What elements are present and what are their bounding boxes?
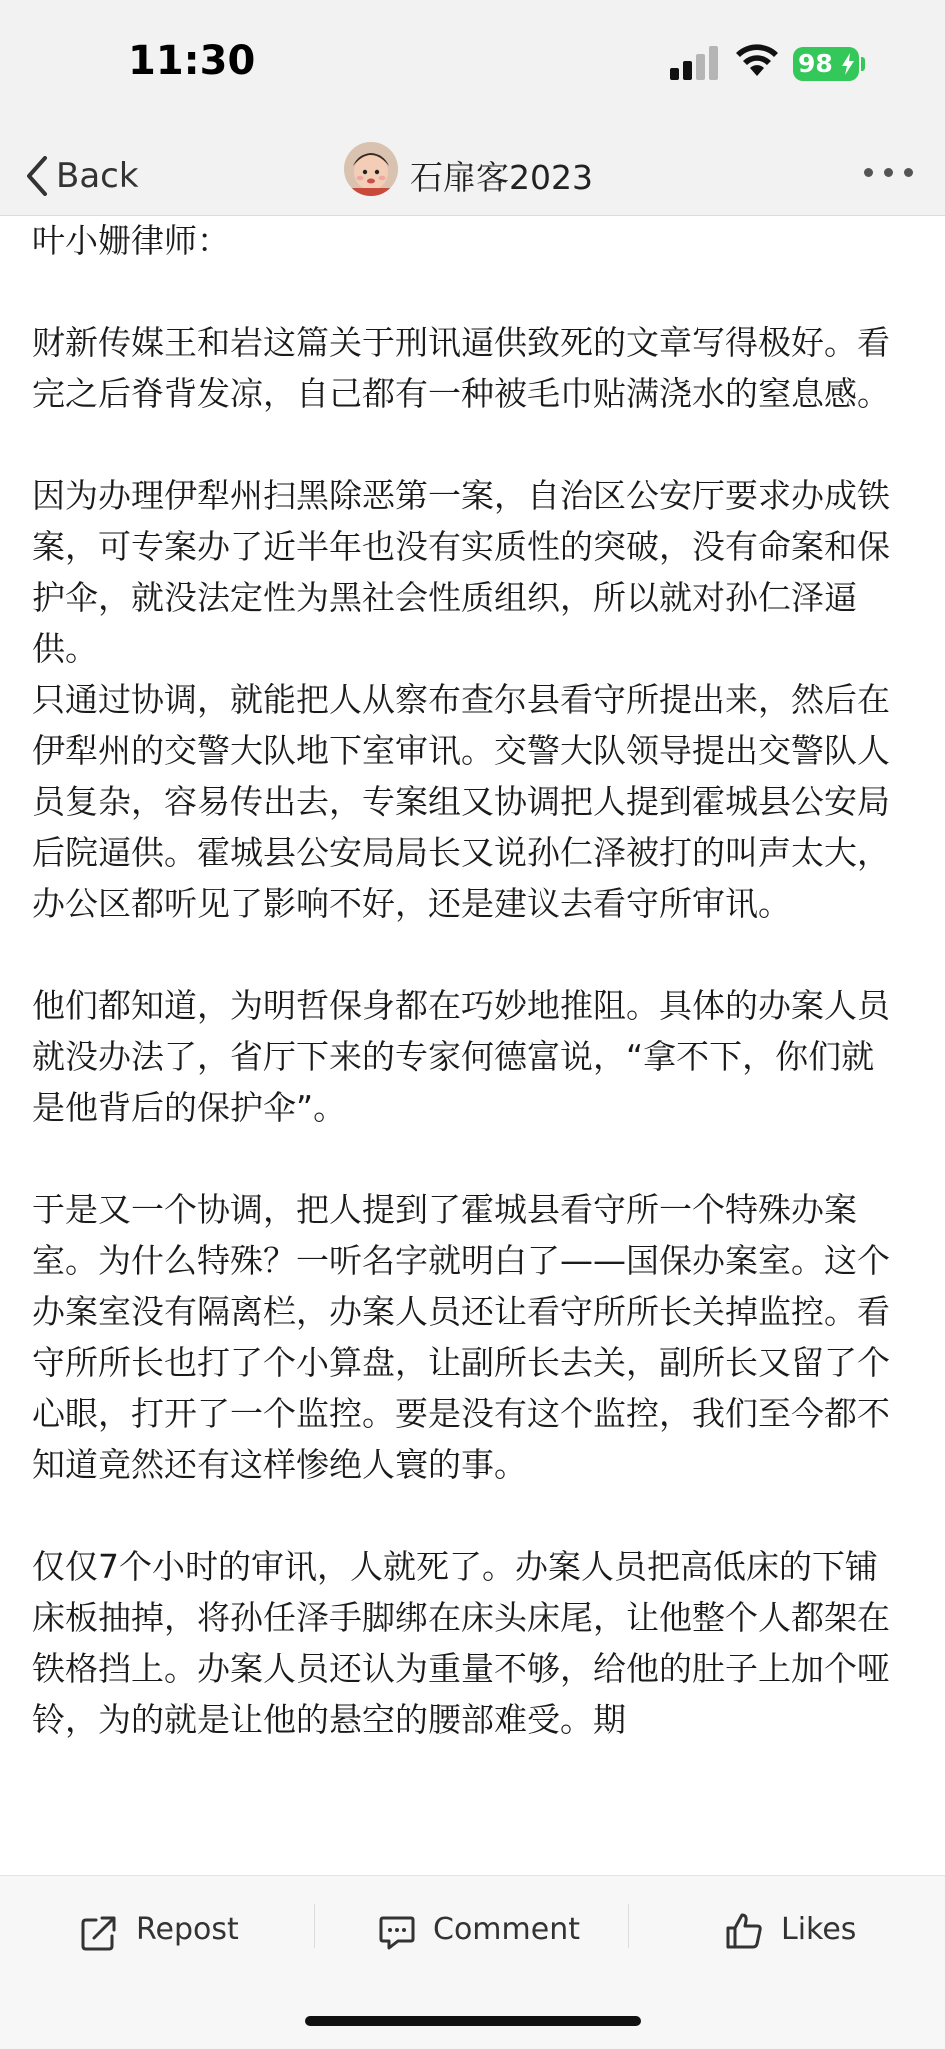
comment-icon (378, 1914, 416, 1952)
battery-level: 98 (798, 49, 833, 78)
like-icon (725, 1912, 763, 1950)
post-paragraph: 因为办理伊犁州扫黑除恶第一案，自治区公安厅要求办成铁案，可专案办了近半年也没有实质性的突破，没有命案和保护伞，就没法定性为黑社会性质组织，所以就对孙仁泽逼供。 (32, 476, 890, 668)
post-paragraph: 只通过协调，就能把人从察布查尔县看守所提出来，然后在伊犁州的交警大队地下室审讯。交警大队领导提出交警队人员复杂，容易传出去，专案组又协调把人提到霍城县公安局后院逼供。霍城县公安局局长又说孙仁泽被打的叫声太大，办公区都听见了影响不好，还是建议去看守所审讯。 (32, 680, 890, 923)
avatar-image (344, 142, 398, 196)
more-button[interactable] (860, 150, 920, 190)
post-paragraph: 于是又一个协调，把人提到了霍城县看守所一个特殊办案室。为什么特殊？一听名字就明白了——国保办案室。这个办案室没有隔离栏，办案人员还让看守所所长关掉监控。看守所所长也打了个小算盘，让副所长去关，副所长又留了个心眼，打开了一个监控。要是没有这个监控，我们至今都不知道竟然还有这样惨绝人寰的事。 (32, 1190, 890, 1484)
action-divider (628, 1904, 629, 1948)
likes-button[interactable] (725, 1904, 865, 1964)
post-paragraph: 财新传媒王和岩这篇关于刑讯逼供致死的文章写得极好。看完之后脊背发凉，自己都有一种被毛巾贴满浇水的窒息感。 (32, 323, 890, 413)
repost-button[interactable] (80, 1904, 240, 1964)
action-divider (314, 1904, 315, 1948)
comment-button[interactable] (378, 1904, 578, 1964)
post-paragraph: 叶小姗律师： (32, 221, 230, 260)
more-icon-dot (884, 168, 893, 177)
post-paragraph: 仅仅7个小时的审讯，人就死了。办案人员把高低床的下铺床板抽掉，将孙任泽手脚绑在床头床尾，让他整个人都架在铁格挡上。办案人员还认为重量不够，给他的肚子上加个哑铃，为的就是让他的悬空的腰部难受。期 (32, 1547, 890, 1739)
post-paragraph: 他们都知道，为明哲保身都在巧妙地推阻。具体的办案人员就没办法了，省厅下来的专家何德富说，“拿不下，你们就是他背后的保护伞”。 (32, 986, 890, 1127)
more-icon-dot (904, 168, 913, 177)
back-button[interactable] (20, 142, 150, 202)
wifi-icon (735, 42, 779, 78)
more-icon (864, 168, 873, 177)
nav-bar (0, 130, 945, 216)
battery-cap (861, 57, 865, 71)
likes-label: Likes (781, 1912, 857, 1947)
avatar[interactable] (344, 142, 398, 196)
status-bar (0, 0, 945, 130)
bolt-icon (841, 53, 855, 75)
home-indicator[interactable] (305, 2016, 641, 2026)
battery-indicator (793, 47, 859, 81)
signal-icon (670, 46, 720, 80)
status-time: 11:30 (128, 38, 256, 84)
chevron-left-icon (26, 156, 48, 196)
action-bar (0, 1875, 945, 2049)
comment-label: Comment (433, 1912, 580, 1947)
repost-icon (80, 1914, 118, 1952)
post-content (32, 215, 894, 1875)
back-label: Back (56, 156, 139, 196)
content-fade (0, 1830, 945, 1875)
author-name[interactable]: 石扉客2023 (410, 158, 593, 197)
repost-label: Repost (136, 1912, 239, 1947)
